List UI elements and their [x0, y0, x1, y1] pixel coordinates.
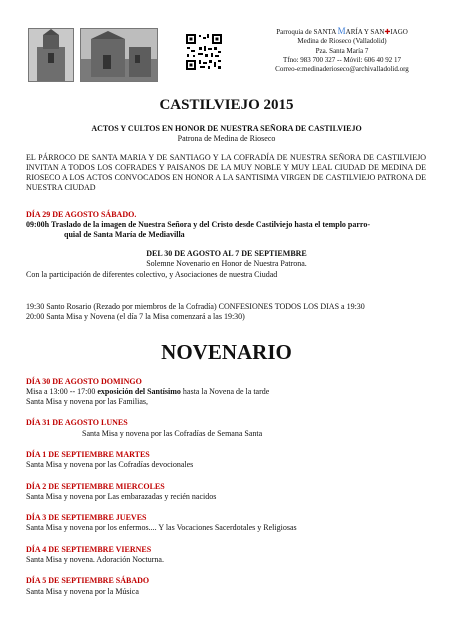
- day-heading: DÍA 5 DE SEPTIEMBRE SÁBADO: [26, 576, 150, 585]
- parish-contact-block: [262, 27, 422, 74]
- page-subtitle: ACTOS Y CULTOS EN HONOR DE NUESTRA SEÑORA DE CASTILVIEJO: [91, 124, 362, 133]
- day-line-b: Santa Misa y novena por la Música: [26, 587, 139, 596]
- range-line2: Con la participación de diferentes colectivo, y Asociaciones de nuestra Ciudad: [26, 270, 278, 279]
- aug29-line2: quial de Santa María de Mediavilla: [64, 230, 185, 239]
- day-line-b: Santa Misa y novena. Adoración Nocturna.: [26, 555, 164, 564]
- church-photo-right: [80, 28, 158, 82]
- contact-email: Correo-e:medinaderioseco@archivalladolid.org: [275, 65, 409, 74]
- intro-paragraph: EL PÁRROCO DE SANTA MARIA Y DE SANTIAGO Y LA COFRADÍA DE NUESTRA SEÑORA DE CASTILVIEJO INVITAN A TODOS LOS COFRADES Y PAISANOS DE LA MUY NOBLE Y MUY LEAL CIUDAD DE MEDINA DE RIOSECO A LOS ACTOS CONVOCADOS EN HONOR A LA SANTISIMA VIRGEN DE CASTILVIEJO PATRONA DE NUESTRA CIUDAD: [26, 153, 426, 192]
- novenario-title: NOVENARIO: [161, 340, 292, 364]
- day-line-b: Santa Misa y novena por las Cofradías devocionales: [26, 460, 194, 469]
- cross-icon: ✚: [384, 28, 391, 36]
- range-heading: DEL 30 DE AGOSTO AL 7 DE SEPTIEMBRE: [146, 249, 307, 258]
- qr-code: [185, 33, 223, 71]
- day-heading: DÍA 3 DE SEPTIEMBRE JUEVES: [26, 513, 147, 522]
- page-title: CASTILVIEJO 2015: [159, 97, 294, 113]
- schedule-line1: 19:30 Santo Rosario (Rezado por miembros de la Cofradía) CONFESIONES TODOS LOS DIAS a 19:30: [26, 302, 365, 311]
- aug29-heading: DÍA 29 DE AGOSTO SÁBADO.: [26, 210, 137, 219]
- contact-phone: Tfno: 983 700 327 -- Móvil: 606 40 92 17: [282, 55, 402, 64]
- day-heading: DÍA 2 DE SEPTIEMBRE MIERCOLES: [26, 482, 165, 491]
- day-heading: DÍA 31 DE AGOSTO LUNES: [26, 418, 128, 427]
- day-line-b: Santa Misa y novena por las Cofradías de Semana Santa: [82, 429, 263, 438]
- contact-city: Medina de Rioseco (Valladolid): [297, 37, 387, 46]
- day-line-b: Santa Misa y novena por Las embarazadas y recién nacidos: [26, 492, 217, 501]
- day-line-a: Misa a 13:00 -- 17:00 exposición del Santísimo hasta la Novena de la tarde: [26, 387, 270, 396]
- church-photo-left: [28, 28, 74, 82]
- aug29-line1: 09:00h Traslado de la imagen de Nuestra Señora y del Cristo desde Castilviejo hasta el templo parro-: [26, 220, 370, 229]
- patrona-line: Patrona de Medina de Rioseco: [177, 134, 276, 143]
- day-heading: DÍA 1 DE SEPTIEMBRE MARTES: [26, 450, 150, 459]
- day-heading: DÍA 4 DE SEPTIEMBRE VIERNES: [26, 545, 152, 554]
- contact-address: Pza. Santa María 7: [315, 46, 369, 55]
- day-heading: DÍA 30 DE AGOSTO DOMINGO: [26, 377, 142, 386]
- day-line-b: Santa Misa y novena por las Familias,: [26, 397, 148, 406]
- schedule-line2: 20:00 Santa Misa y Novena (el día 7 la Misa comenzará a las 19:30): [26, 312, 245, 321]
- day-line-b: Santa Misa y novena por los enfermos.... Y las Vocaciones Sacerdotales y Religiosas: [26, 523, 297, 532]
- range-line1: Solemne Novenario en Honor de Nuestra Patrona.: [146, 259, 307, 268]
- contact-parish-name: Parroquia de SANTA MARÍA Y SAN✚IAGO: [276, 26, 408, 36]
